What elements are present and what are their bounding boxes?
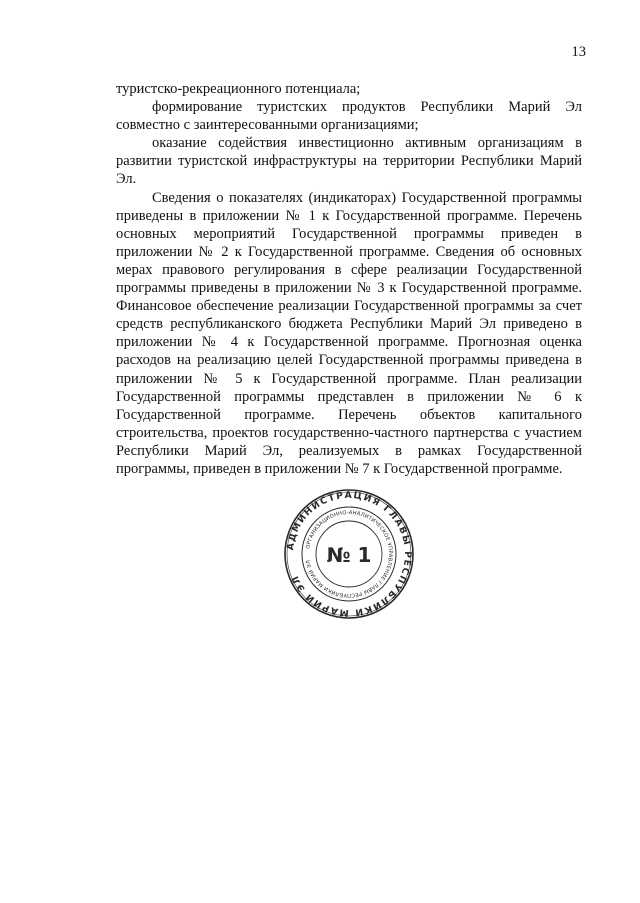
paragraph: Сведения о показателях (индикаторах) Государственной программы приведены в приложении № 1 к Государственной программе. Перечень основных мероприятий Государственной программы приведен в приложении № 2 к Государственной программе. Сведения об основных мерах правового регулирования в сфере реализации Государственной программы приведены в приложении № 3 к Государственной программе. Финансовое обеспечение реализации Государственной программы за счет средств республиканского бюджета Республики Марий Эл приведено в приложении № 4 к Государственной программе. Прогнозная оценка расходов на реализацию целей Государственной программы приведена в приложении № 5 к Государственной программе. План реализации Государственной программы представлен в приложении № 6 к Государственной программе. Перечень объектов капитального строительства, проектов государственно-частного партнерства с участием Республики Марий Эл, реализуемых в рамках Государственной программы, приведен в приложении № 7 к Государственной программе. (116, 189, 582, 477)
paragraph: оказание содействия инвестиционно активным организациям в развитии туристской инфраструктуры на территории Республики Марий Эл. (116, 135, 582, 188)
seal-inner-text: ОРГАНИЗАЦИОННО-АНАЛИТИЧЕСКОЕ УПРАВЛЕНИЕ ГЛАВЫ РЕСПУБЛИКИ МАРИЙ ЭЛ (305, 509, 394, 599)
official-seal (283, 488, 415, 620)
seal-graphic (283, 488, 415, 620)
seal-center-number: № 1 (326, 543, 372, 567)
seal-outer-text: АДМИНИСТРАЦИЯ ГЛАВЫ РЕСПУБЛИКИ МАРИЙ ЭЛ (285, 489, 414, 619)
document-body (116, 80, 582, 478)
paragraph: туристско-рекреационного потенциала; (116, 81, 361, 97)
page-number: 13 (571, 44, 586, 60)
paragraph: формирование туристских продуктов Республики Марий Эл совместно с заинтересованными организациями; (116, 99, 582, 134)
